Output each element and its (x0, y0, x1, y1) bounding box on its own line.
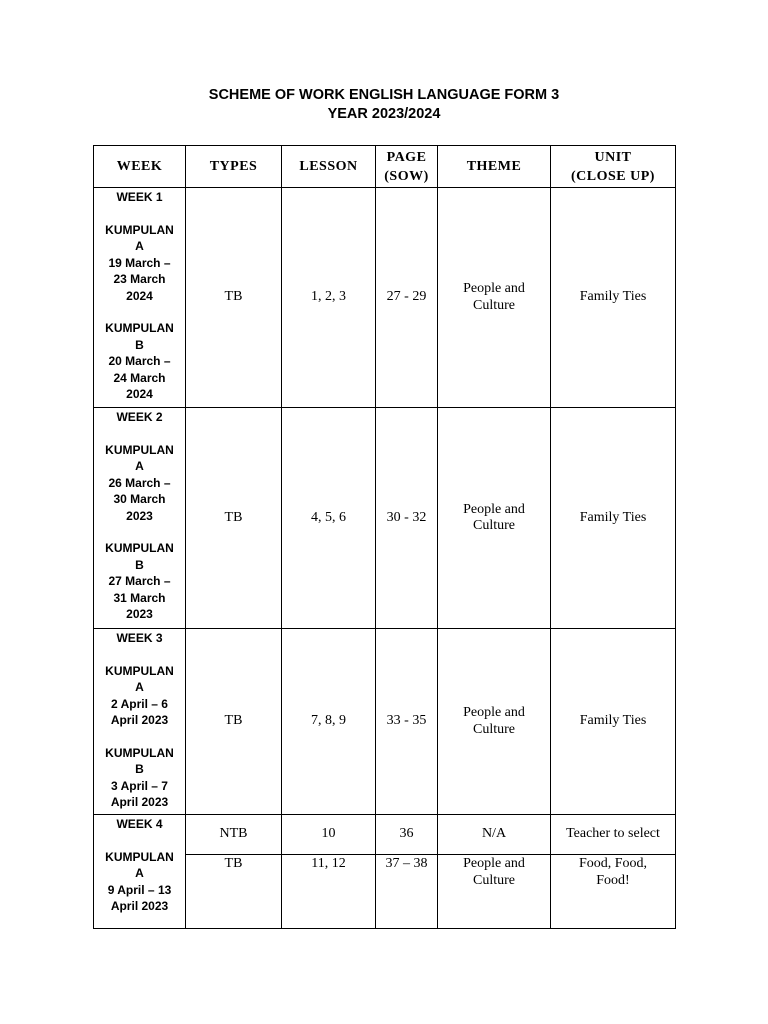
group-b-letter: B (135, 337, 144, 352)
type-cell: TB (186, 408, 282, 629)
theme-line: Culture (473, 872, 515, 888)
type-cell: NTB (186, 815, 282, 855)
group-b-dates: 2023 (126, 607, 153, 621)
group-b-dates: 3 April – 7 (111, 778, 168, 793)
theme-cell (438, 629, 551, 815)
page-cell: 36 (376, 815, 438, 855)
week-label: WEEK 1 (116, 190, 163, 204)
header-page-line1: PAGE (386, 149, 427, 165)
page-cell: 30 - 32 (376, 408, 438, 629)
unit-cell: Family Ties (551, 188, 676, 408)
group-a-dates: April 2023 (110, 899, 169, 913)
lesson-cell: 11, 12 (282, 855, 376, 929)
page-cell: 33 - 35 (376, 629, 438, 815)
group-b-letter: B (135, 557, 144, 572)
group-b-label: KUMPULAN (105, 321, 174, 335)
theme-line: People and (463, 856, 525, 871)
table-row (94, 188, 676, 408)
header-lesson: LESSON (282, 146, 376, 188)
page-cell: 37 – 38 (376, 855, 438, 929)
week-label: WEEK 4 (116, 817, 163, 831)
theme-cell (438, 855, 551, 929)
document-title: SCHEME OF WORK ENGLISH LANGUAGE FORM 3 (208, 87, 560, 103)
header-row (94, 146, 676, 188)
group-a-dates: 2024 (126, 288, 153, 303)
group-a-dates: 2 April – 6 (111, 696, 168, 711)
group-b-dates: 27 March – (108, 574, 171, 588)
type-cell: TB (186, 855, 282, 929)
header-week: WEEK (94, 146, 186, 188)
header-unit (551, 146, 676, 188)
type-cell: TB (186, 629, 282, 815)
page-cell: 27 - 29 (376, 188, 438, 408)
scheme-of-work-table (93, 145, 676, 929)
group-b-letter: B (135, 762, 144, 776)
group-a-label: KUMPULAN (105, 222, 174, 237)
theme-cell: N/A (438, 815, 551, 855)
group-a-dates: April 2023 (110, 713, 169, 727)
week-cell (94, 408, 186, 629)
unit-cell: Teacher to select (551, 815, 676, 855)
theme-line: People and (463, 281, 525, 296)
header-theme: THEME (438, 146, 551, 188)
type-cell: TB (186, 188, 282, 408)
header-page-line2: (SOW) (384, 168, 429, 184)
week-cell (94, 629, 186, 815)
header-unit-line2: (CLOSE UP) (571, 168, 655, 184)
group-b-dates: 20 March – (108, 354, 171, 368)
table-row (94, 815, 676, 855)
lesson-cell: 1, 2, 3 (282, 188, 376, 408)
group-a-dates: 19 March – (108, 255, 171, 270)
group-b-dates: 24 March (113, 370, 166, 385)
header-types: TYPES (186, 146, 282, 188)
theme-cell (438, 188, 551, 408)
group-a-label: KUMPULAN (105, 849, 174, 864)
group-a-label: KUMPULAN (105, 442, 174, 457)
group-b-dates: April 2023 (110, 795, 169, 809)
theme-line: People and (463, 501, 525, 517)
group-a-letter: A (135, 239, 144, 253)
week-cell (94, 815, 186, 929)
group-a-dates: 9 April – 13 (107, 882, 172, 897)
lesson-cell: 7, 8, 9 (282, 629, 376, 815)
header-page (376, 146, 438, 188)
group-b-label: KUMPULAN (105, 541, 174, 555)
unit-line: Food! (596, 872, 630, 888)
table-row (94, 629, 676, 815)
week-cell (94, 188, 186, 408)
unit-cell: Family Ties (551, 629, 676, 815)
theme-line: People and (463, 705, 525, 720)
theme-line: Culture (473, 518, 515, 533)
week-label: WEEK 2 (116, 410, 163, 424)
group-a-dates: 2023 (126, 508, 153, 523)
group-b-label: KUMPULAN (105, 745, 174, 760)
document-year: YEAR 2023/2024 (327, 106, 441, 122)
table-row (94, 408, 676, 629)
theme-line: Culture (473, 721, 515, 737)
group-a-dates: 30 March (113, 492, 166, 506)
week-label: WEEK 3 (116, 631, 163, 645)
header-unit-line1: UNIT (594, 149, 632, 165)
group-b-dates: 31 March (113, 590, 166, 605)
lesson-cell: 4, 5, 6 (282, 408, 376, 629)
unit-cell (551, 855, 676, 929)
group-a-label: KUMPULAN (105, 663, 174, 678)
group-b-dates: 2024 (126, 387, 153, 401)
theme-line: Culture (473, 297, 515, 313)
unit-cell: Family Ties (551, 408, 676, 629)
theme-cell (438, 408, 551, 629)
unit-line: Food, Food, (578, 856, 648, 871)
group-a-letter: A (135, 866, 144, 880)
group-a-letter: A (135, 459, 144, 473)
group-a-dates: 23 March (113, 272, 166, 286)
group-a-letter: A (135, 680, 144, 694)
lesson-cell: 10 (282, 815, 376, 855)
group-a-dates: 26 March – (108, 475, 171, 490)
